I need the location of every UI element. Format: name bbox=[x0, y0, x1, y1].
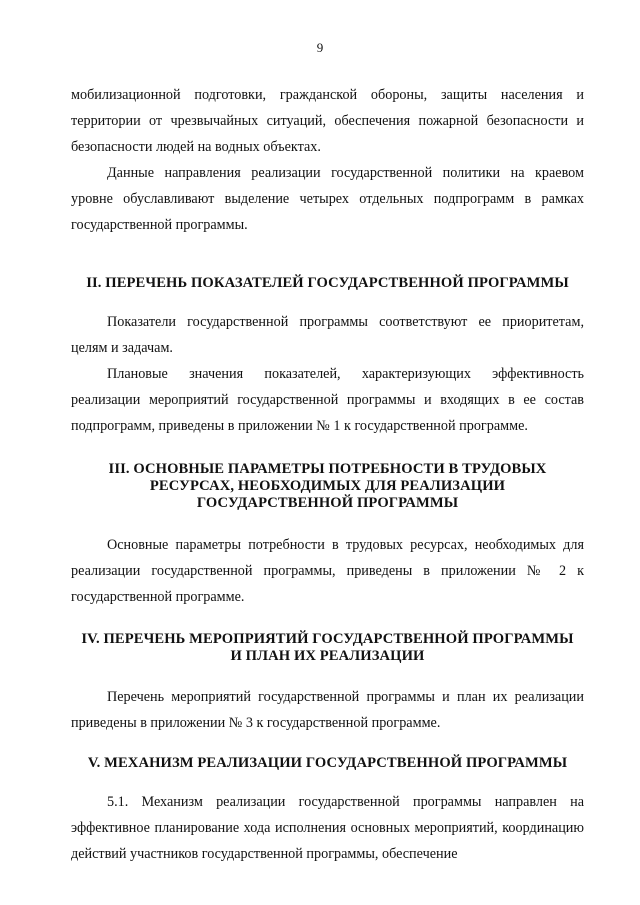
section-heading-2: II. ПЕРЕЧЕНЬ ПОКАЗАТЕЛЕЙ ГОСУДАРСТВЕННОЙ ПРОГРАММЫ bbox=[86, 275, 569, 291]
section-heading-3-line-3: ГОСУДАРСТВЕННОЙ ПРОГРАММЫ bbox=[196, 495, 459, 511]
section-heading-4 bbox=[71, 631, 584, 665]
paragraph-planned-values: Плановые значения показателей, характеризующих эффективность реализации мероприятий государственной программы и входящих в ее состав подпрограмм, приведены в приложении № 1 к государственной программе. bbox=[71, 366, 584, 434]
paragraph-activities: Перечень мероприятий государственной программы и план их реализации приведены в приложении № 3 к государственной программе. bbox=[71, 689, 584, 731]
section-heading-5: V. МЕХАНИЗМ РЕАЛИЗАЦИИ ГОСУДАРСТВЕННОЙ ПРОГРАММЫ bbox=[87, 755, 568, 771]
section-heading-3-line-1: III. ОСНОВНЫЕ ПАРАМЕТРЫ ПОТРЕБНОСТИ В ТРУДОВЫХ bbox=[108, 461, 547, 477]
paragraph-mechanism: 5.1. Механизм реализации государственной программы направлен на эффективное планирование хода исполнения основных мероприятий, координацию действий участников государственной программы, обеспечение bbox=[71, 794, 584, 862]
section-heading-3-line-2: РЕСУРСАХ, НЕОБХОДИМЫХ ДЛЯ РЕАЛИЗАЦИИ bbox=[149, 478, 506, 494]
section-heading-4-line-2: И ПЛАН ИХ РЕАЛИЗАЦИИ bbox=[230, 648, 425, 664]
section-heading-3 bbox=[71, 461, 584, 512]
paragraph-continuation: мобилизационной подготовки, гражданской обороны, защиты населения и территории от чрезвычайных ситуаций, обеспечения пожарной безопасности и безопасности людей на водных объектах. bbox=[71, 87, 584, 155]
section-heading-4-line-1: IV. ПЕРЕЧЕНЬ МЕРОПРИЯТИЙ ГОСУДАРСТВЕННОЙ ПРОГРАММЫ bbox=[81, 631, 574, 647]
paragraph-indicators: Показатели государственной программы соответствуют ее приоритетам, целям и задачам. bbox=[71, 314, 584, 356]
page-number: 9 bbox=[316, 40, 324, 55]
document-body bbox=[71, 82, 584, 867]
paragraph-directions: Данные направления реализации государственной политики на краевом уровне обуславливают выделение четырех отдельных подпрограмм в рамках государственной программы. bbox=[71, 165, 584, 233]
paragraph-labor-resources: Основные параметры потребности в трудовых ресурсах, необходимых для реализации государственной программы, приведены в приложении № 2 к государственной программе. bbox=[71, 537, 584, 605]
